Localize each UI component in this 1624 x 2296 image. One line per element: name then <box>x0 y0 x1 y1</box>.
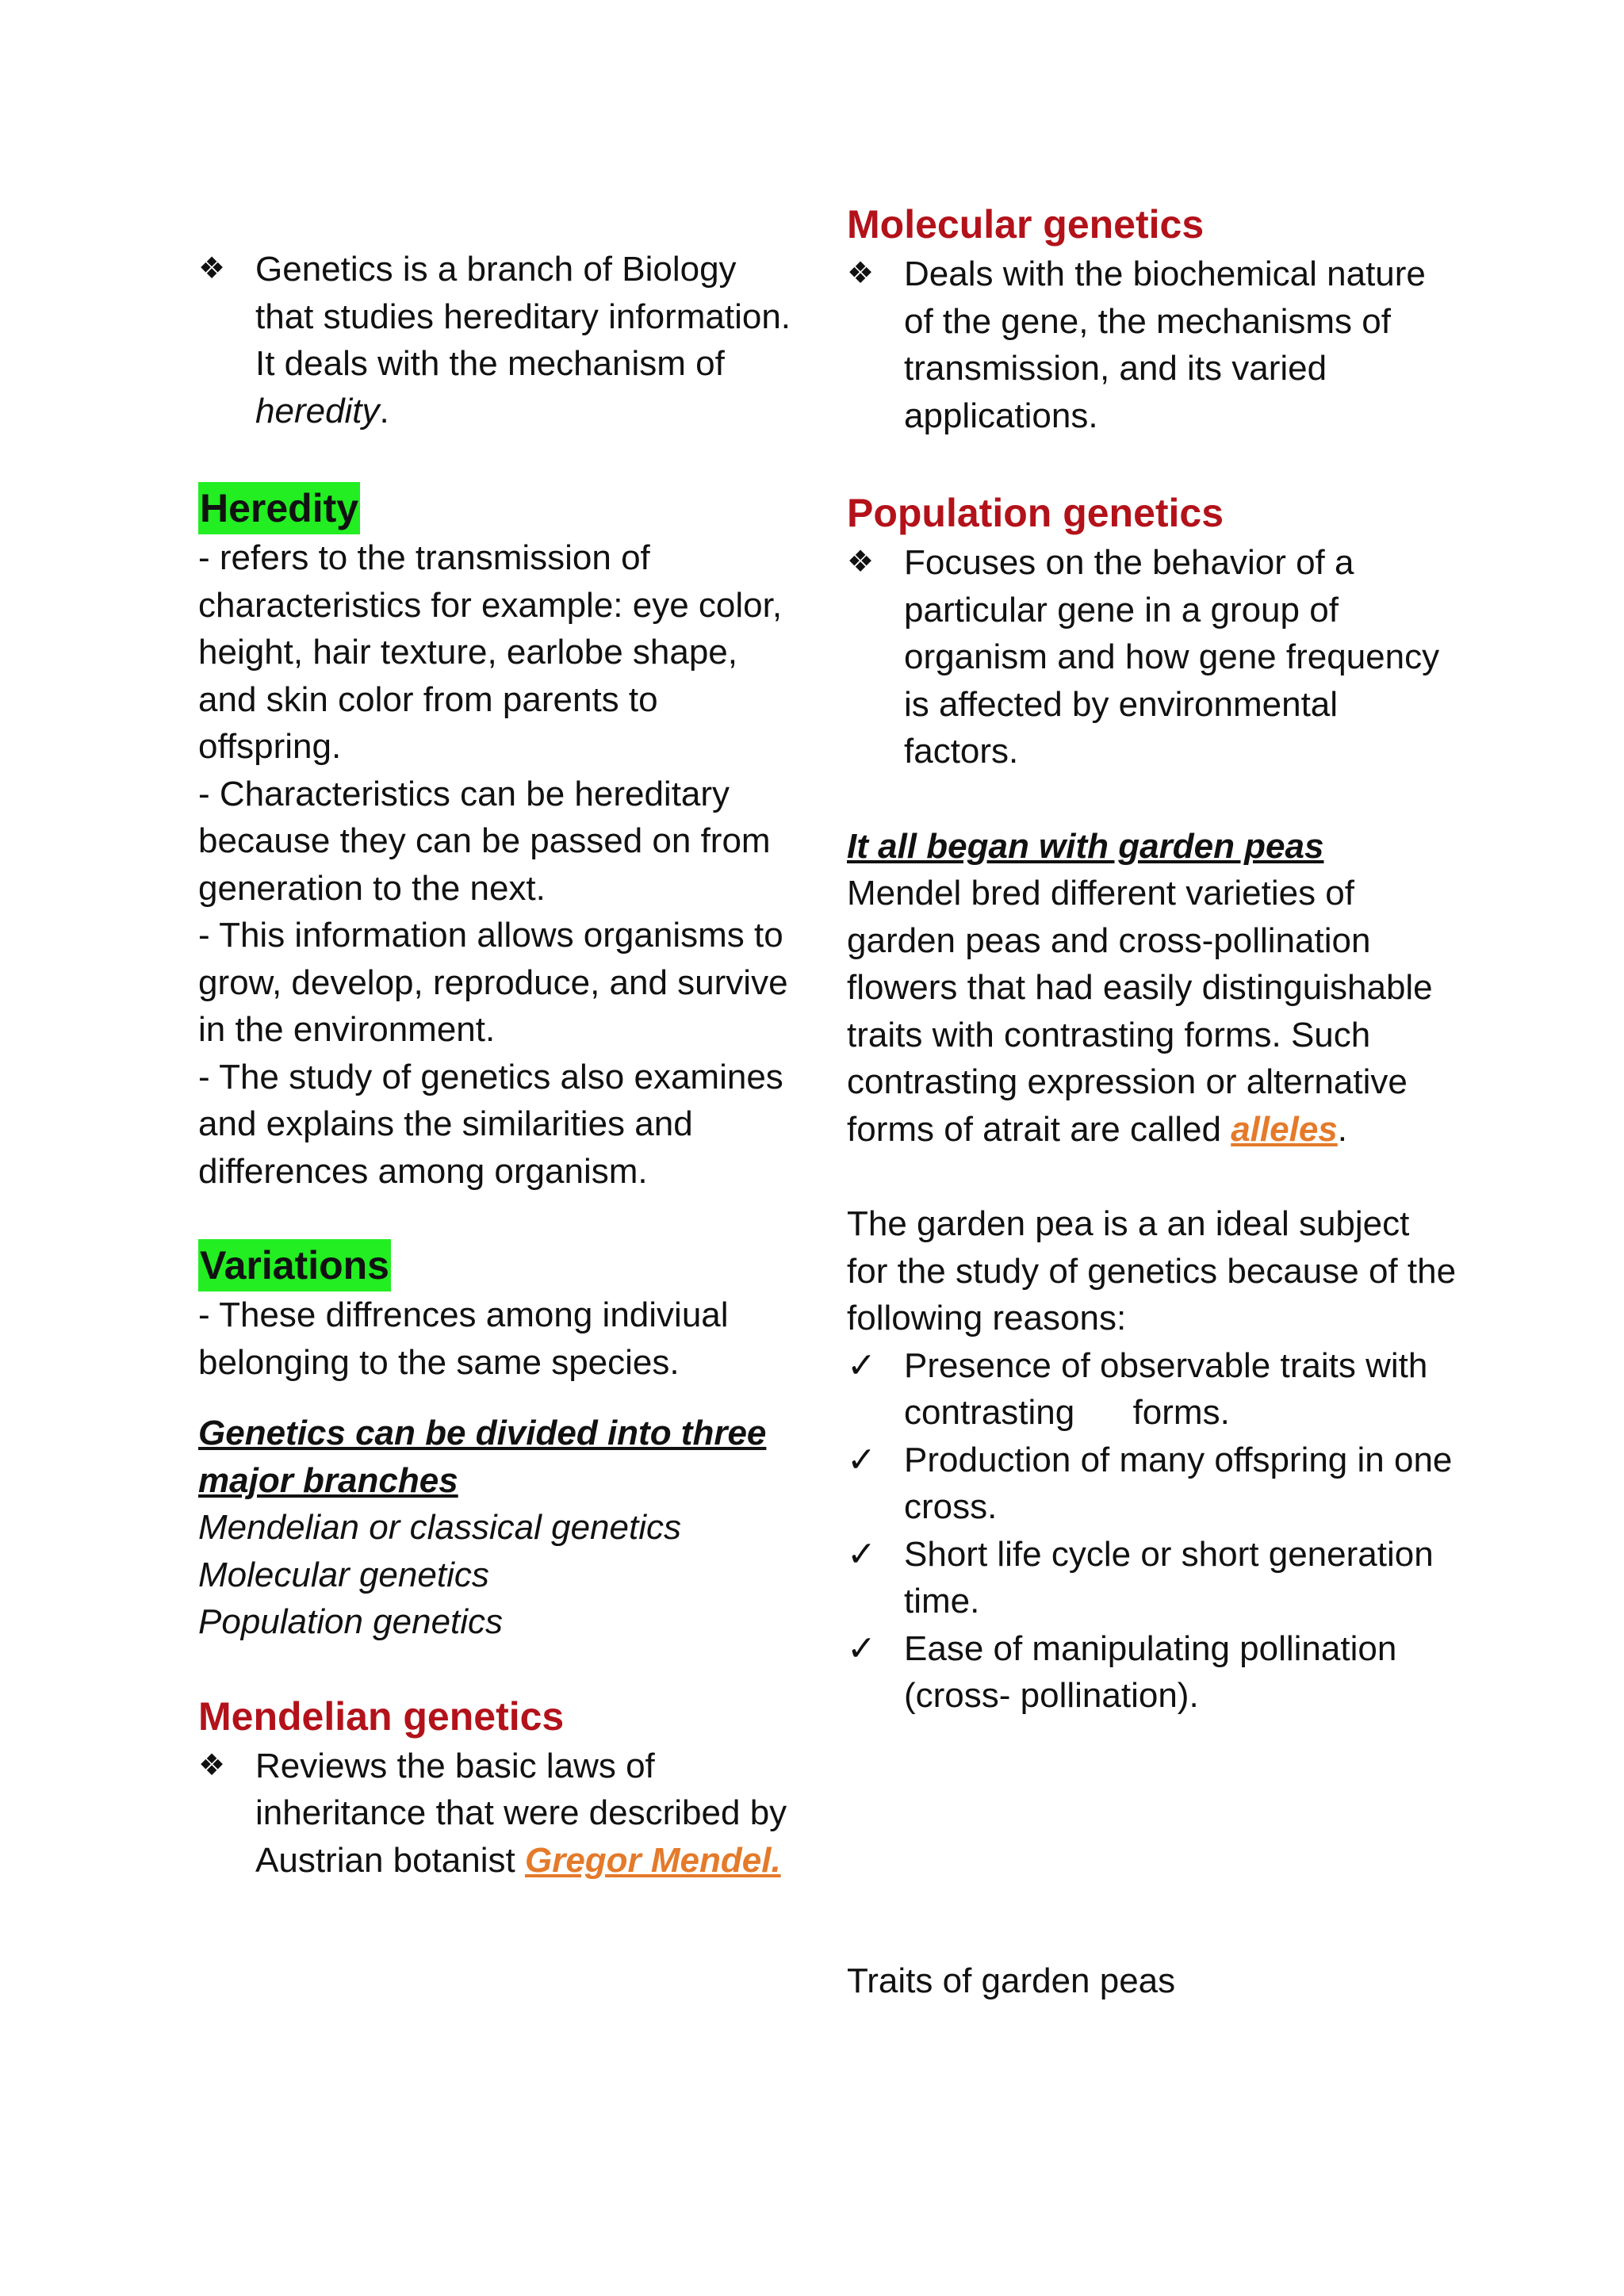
reason-text: Production of many offspring in one cross. <box>904 1440 1453 1526</box>
population-text: Focuses on the behavior of a particular gene in a group of organism and how gene frequency is affected by environmental factors. <box>904 543 1440 771</box>
reason-item <box>847 1531 1457 1625</box>
branch-item: Mendelian or classical genetics <box>198 1508 681 1547</box>
branch-item: Population genetics <box>198 1602 504 1641</box>
mendelian-bullet <box>198 1743 801 1885</box>
mendelian-heading: Mendelian genetics <box>198 1693 565 1739</box>
heredity-term: heredity <box>255 391 380 430</box>
branches-section <box>198 1410 801 1646</box>
molecular-heading: Molecular genetics <box>847 202 1205 247</box>
branch-item: Molecular genetics <box>198 1555 489 1594</box>
heredity-line: - Characteristics can be hereditary because they can be passed on from generation to the next. <box>198 774 771 908</box>
reason-text: Ease of manipulating pollination (cross- pollination). <box>904 1628 1397 1715</box>
heredity-section <box>198 482 801 1195</box>
gregor-mendel-link[interactable]: Gregor Mendel. <box>524 1840 781 1880</box>
peas-heading: It all began with garden peas <box>847 826 1324 866</box>
intro-bullet <box>198 246 801 434</box>
diamond-bullet-icon: ❖ <box>198 252 226 285</box>
checkmark-icon: ✓ <box>847 1440 876 1479</box>
branches-heading: Genetics can be divided into three major branches <box>198 1414 767 1500</box>
mendelian-section <box>198 1690 801 1885</box>
peas-section <box>847 823 1457 1154</box>
variations-section <box>198 1239 801 1386</box>
mendelian-text: Reviews the basic laws of inheritance that were described by Austrian botanist Gregor Mendel. <box>255 1746 787 1880</box>
reason-item <box>847 1625 1457 1720</box>
population-bullet <box>847 539 1457 775</box>
checkmark-icon: ✓ <box>847 1534 876 1574</box>
variations-heading: Variations <box>198 1239 391 1292</box>
diamond-bullet-icon: ❖ <box>847 545 875 579</box>
molecular-text: Deals with the biochemical nature of the gene, the mechanisms of transmission, and its varied applications. <box>904 254 1426 435</box>
ideal-text: The garden pea is a an ideal subject for the study of genetics because of the following reasons: <box>847 1204 1457 1337</box>
checkmark-icon: ✓ <box>847 1628 876 1668</box>
heredity-line: - refers to the transmission of characteristics for example: eye color, height, hair texture, earlobe shape, and skin color from parents to offspring. <box>198 538 783 766</box>
right-column <box>847 198 1457 2004</box>
molecular-bullet <box>847 251 1457 439</box>
left-column <box>198 246 801 1884</box>
reason-text: Short life cycle or short generation time. <box>904 1534 1434 1621</box>
variations-text: - These diffrences among indiviual belonging to the same species. <box>198 1295 729 1382</box>
molecular-section <box>847 198 1457 439</box>
alleles-link[interactable]: alleles <box>1231 1109 1338 1149</box>
reason-item <box>847 1342 1457 1437</box>
population-section <box>847 487 1457 775</box>
heredity-heading: Heredity <box>198 482 360 534</box>
traits-label: Traits of garden peas <box>847 1961 1176 2000</box>
checkmark-icon: ✓ <box>847 1345 876 1385</box>
reason-text: Presence of observable traits with contrasting forms. <box>904 1345 1438 1432</box>
population-heading: Population genetics <box>847 491 1224 535</box>
ideal-section <box>847 1200 1457 1720</box>
diamond-bullet-icon: ❖ <box>198 1748 226 1782</box>
heredity-line: - This information allows organisms to grow, develop, reproduce, and survive in the environment. <box>198 916 788 1049</box>
diamond-bullet-icon: ❖ <box>847 257 875 290</box>
heredity-line: - The study of genetics also examines and explains the similarities and differences among organism. <box>198 1057 783 1191</box>
peas-text: Mendel bred different varieties of garden peas and cross-pollination flowers that had easily distinguishable traits with contrasting forms. Such contrasting expression or alternative forms of atrait are called alleles. <box>847 874 1433 1149</box>
intro-paragraph: Genetics is a branch of Biology that studies hereditary information. It deals with the mechanism of heredity. <box>255 250 791 430</box>
reason-item <box>847 1437 1457 1531</box>
